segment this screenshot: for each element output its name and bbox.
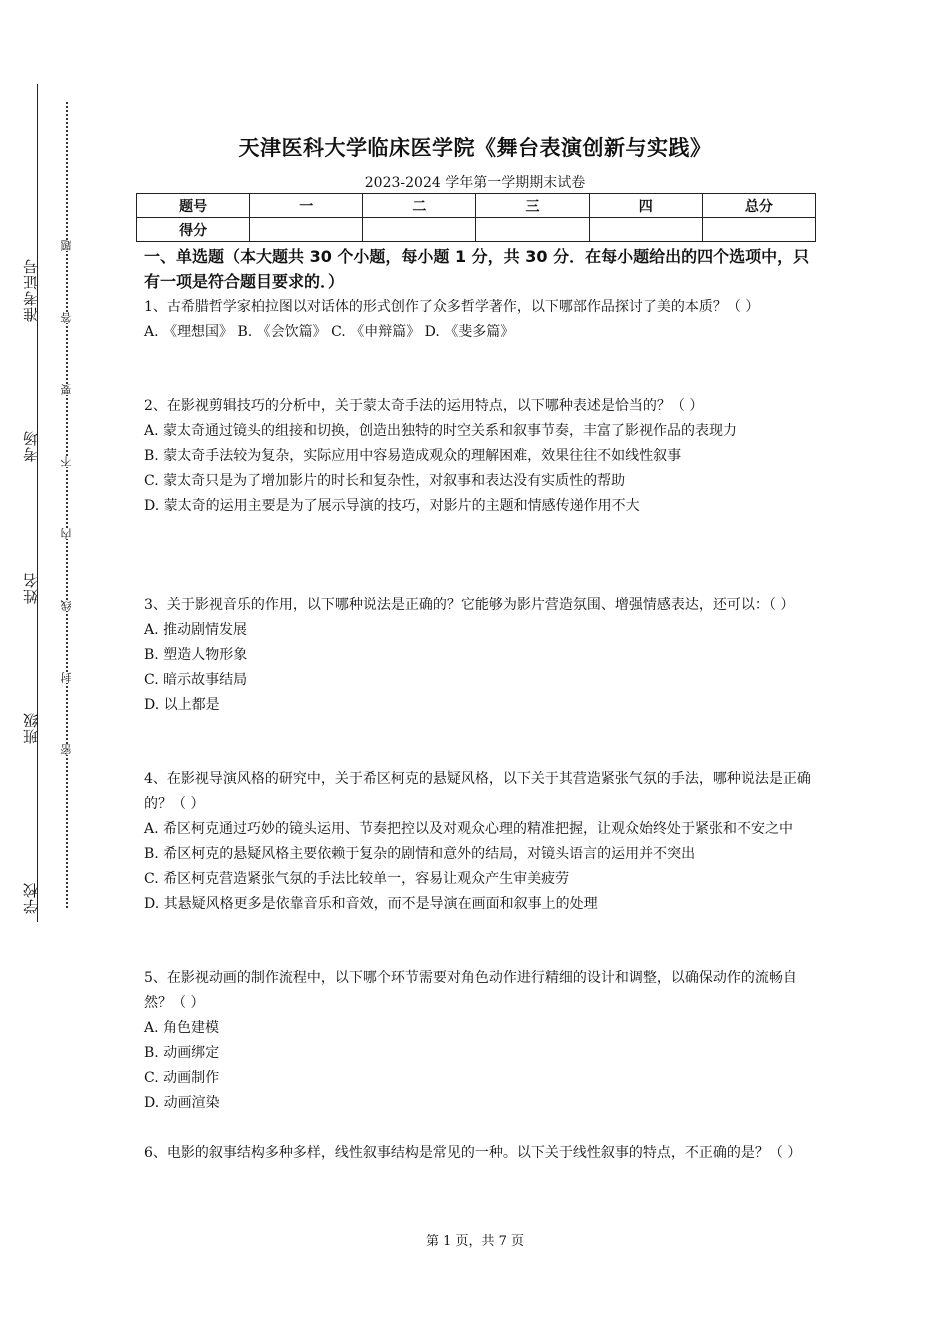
page-number: 第 1 页，共 7 页 [425,1234,525,1249]
question-1 [144,295,816,345]
score-header-cell: 四 [589,194,702,218]
question-option: C. 蒙太奇只是为了增加影片的时长和复杂性，对叙事和表达没有实质性的帮助 [144,473,626,489]
question-stem: 4、在影视导演风格的研究中，关于希区柯克的悬疑风格，以下关于其营造紧张气氛的手法，哪种说法是正确的？（ ） [144,771,811,812]
question-option: B. 蒙太奇手法较为复杂，实际应用中容易造成观众的理解困难，效果往往不如线性叙事 [144,448,682,464]
seal-char: 题 [60,240,73,251]
exam-title: 天津医科大学临床医学院《舞台表演创新与实践》 [238,136,712,160]
question-option: A. 角色建模 [144,1020,220,1036]
question-option: D. 以上都是 [144,697,220,713]
score-table-score-row [137,218,816,242]
field-label: 学校 [22,882,40,914]
binding-rule [37,84,38,922]
question-3 [144,593,816,718]
question-stem: 2、在影视剪辑技巧的分析中，关于蒙太奇手法的运用特点，以下哪种表述是恰当的？（ ） [144,398,704,414]
field-label: 班级 [22,712,40,744]
field-label: 考场 [22,430,40,462]
seal-char: 线 [60,600,73,611]
field-school[interactable] [20,882,41,914]
score-cell[interactable] [476,218,589,242]
question-option: A. 推动剧情发展 [144,622,248,638]
question-option: D. 其悬疑风格更多是依靠音乐和音效，而不是导演在画面和叙事上的处理 [144,896,598,912]
score-header-cell: 三 [476,194,589,218]
section-heading: 一、单选题（本大题共 30 个小题，每小题 1 分，共 30 分．在每小题给出的四个选项中，只有一项是符合题目要求的．） [144,247,810,291]
score-cell[interactable] [589,218,702,242]
seal-char: 要 [60,384,73,395]
question-option: D. 动画渲染 [144,1095,220,1111]
question-2 [144,394,816,519]
field-label: 姓名 [22,572,40,604]
score-header-cell: 总分 [702,194,815,218]
seal-char: 内 [60,528,73,539]
field-exam-number[interactable] [20,258,41,322]
question-stem: 5、在影视动画的制作流程中，以下哪个环节需要对角色动作进行精细的设计和调整，以确保动作的流畅自然？（ ） [144,970,797,1011]
score-cell[interactable] [250,218,363,242]
question-6 [144,1141,816,1166]
question-4 [144,767,816,917]
score-cell[interactable] [363,218,476,242]
question-5 [144,966,816,1116]
score-cell[interactable] [702,218,815,242]
question-stem: 3、关于影视音乐的作用，以下哪种说法是正确的？它能够为影片营造氛围、增强情感表达，还可以：（ ） [144,597,795,613]
score-header-cell: 二 [363,194,476,218]
exam-subtitle: 2023-2024 学年第一学期期末试卷 [364,175,586,191]
question-option: C. 希区柯克营造紧张气氛的手法比较单一，容易让观众产生审美疲劳 [144,871,570,887]
score-header-cell: 题号 [137,194,250,218]
question-option: A. 希区柯克通过巧妙的镜头运用、节奏把控以及对观众心理的精准把握，让观众始终处于紧张和不安之中 [144,821,794,837]
score-row-label: 得分 [137,218,250,242]
seal-char: 答 [60,312,73,323]
question-stem: 6、电影的叙事结构多种多样，线性叙事结构是常见的一种。以下关于线性叙事的特点，不正确的是？（ ） [144,1145,802,1161]
question-stem: 1、古希腊哲学家柏拉图以对话体的形式创作了众多哲学著作，以下哪部作品探讨了美的本质？（ ） [144,299,760,315]
question-option: A. 蒙太奇通过镜头的组接和切换，创造出独特的时空关系和叙事节奏，丰富了影视作品的表现力 [144,423,738,439]
field-exam-room[interactable] [20,430,41,462]
question-option: D. 蒙太奇的运用主要是为了展示导演的技巧，对影片的主题和情感传递作用不大 [144,498,640,514]
question-option: B. 动画绑定 [144,1045,220,1061]
field-label: 准考证号 [22,258,40,322]
field-name[interactable] [20,572,41,604]
score-table [136,193,816,242]
seal-line [66,102,68,908]
question-option: A. 《理想国》 B. 《会饮篇》 C. 《申辩篇》 D. 《斐多篇》 [144,324,515,340]
question-option: C. 动画制作 [144,1070,220,1086]
score-header-cell: 一 [250,194,363,218]
score-table-header-row [137,194,816,218]
question-option: B. 希区柯克的悬疑风格主要依赖于复杂的剧情和意外的结局，对镜头语言的运用并不突出 [144,846,696,862]
seal-char: 不 [60,456,73,467]
seal-char: 密 [60,744,73,755]
seal-char: 封 [60,672,73,683]
question-option: B. 塑造人物形象 [144,647,248,663]
field-class[interactable] [20,712,41,744]
question-option: C. 暗示故事结局 [144,672,248,688]
